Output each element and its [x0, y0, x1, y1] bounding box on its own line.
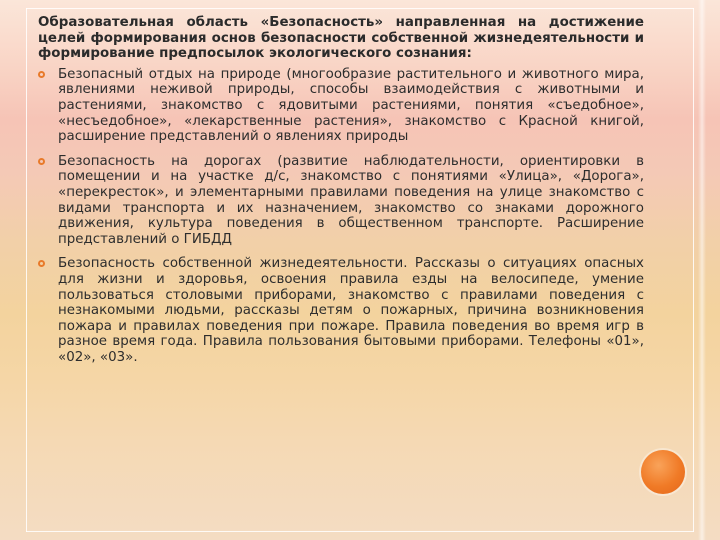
slide-content — [38, 15, 644, 374]
frame-left-line — [26, 8, 27, 532]
decorative-orange-circle — [641, 450, 685, 494]
bullet-text: Безопасный отдых на природе (многообразие растительного и животного мира, явлениями неживой природы, способы взаимодействия с животными и растениями, знакомство с ядовитыми растениями, понятия «съедобное», «несъедобное», «лекарственные растения», знакомство с Красной книгой, расширение представлений о явлениях природы — [58, 66, 644, 145]
bullet-text: Безопасность на дорогах (развитие наблюдательности, ориентировки в помещении и на участке д/с, знакомство с понятиями «Улица», «Дорога», «перекресток», и элементарными правилами поведения на улице знакомство с видами транспорта и их назначением, знакомство со знаками дорожного движения, культура поведения в общественном транспорте. Расширение представлений о ГИБДД — [58, 153, 644, 247]
list-item — [38, 256, 644, 365]
list-item — [38, 67, 644, 145]
frame-bottom-line — [26, 531, 694, 532]
frame-top-line — [26, 8, 694, 9]
bullet-list — [38, 67, 644, 366]
bullet-icon — [38, 71, 45, 78]
bullet-icon — [38, 158, 45, 165]
frame-right-glow — [698, 0, 706, 540]
slide-heading: Образовательная область «Безопасность» направленная на достижение целей формирования основ безопасности собственной жизнедеятельности и формирование предпосылок экологического сознания: — [38, 15, 644, 62]
bullet-text: Безопасность собственной жизнедеятельности. Рассказы о ситуациях опасных для жизни и здоровья, освоения правила езды на велосипеде, умение пользоваться столовыми приборами, знакомство с правилами поведения с незнакомыми людьми, рассказы детям о пожарных, причина возникновения пожара и правилах поведения при пожаре. Правила поведения во время игр в разное время года. Правила пользования бытовыми приборами. Телефоны «01», «02», «03». — [58, 256, 644, 365]
frame-right-line — [693, 8, 694, 532]
bullet-icon — [38, 260, 45, 267]
list-item — [38, 154, 644, 248]
